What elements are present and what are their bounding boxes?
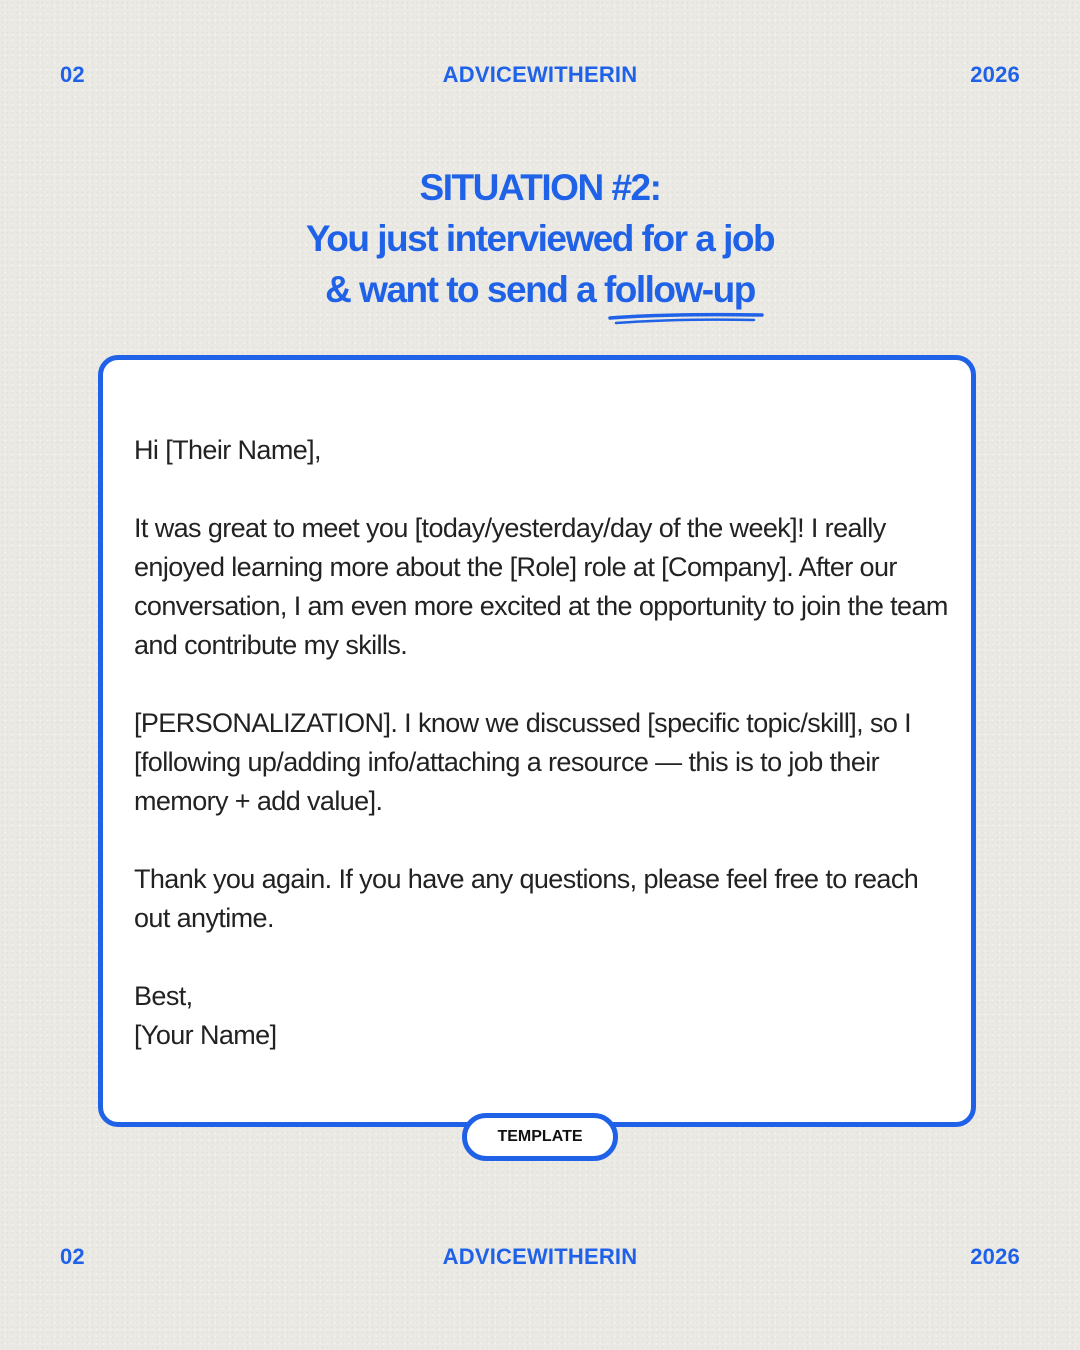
email-closing bbox=[134, 977, 949, 1055]
email-signoff: Best, bbox=[134, 981, 193, 1011]
email-signature: [Your Name] bbox=[134, 1020, 277, 1050]
headline-line-3-prefix: & want to send a bbox=[325, 269, 604, 310]
headline bbox=[0, 162, 1080, 315]
scribble-underline-icon bbox=[608, 309, 766, 327]
headline-highlight bbox=[604, 264, 755, 315]
footer-page-number: 02 bbox=[60, 1244, 85, 1269]
email-greeting: Hi [Their Name], bbox=[134, 435, 321, 465]
bottom-meta-bar bbox=[60, 1242, 1020, 1272]
year-label: 2026 bbox=[970, 62, 1020, 87]
template-badge: TEMPLATE bbox=[462, 1113, 618, 1161]
page-number: 02 bbox=[60, 62, 85, 87]
email-paragraph-1: It was great to meet you [today/yesterday/day of the week]! I really enjoyed learning more about the [Role] role at [Company]. After our conversation, I am even more excited at the opportunity to join the team and contribute my skills. bbox=[134, 513, 948, 660]
top-meta-bar bbox=[60, 60, 1020, 90]
headline-line-2: You just interviewed for a job bbox=[305, 218, 775, 259]
footer-brand-name: ADVICEWITHERIN bbox=[442, 1244, 638, 1269]
headline-situation: SITUATION #2: bbox=[419, 167, 661, 208]
footer-year-label: 2026 bbox=[970, 1244, 1020, 1269]
email-template-card bbox=[98, 355, 976, 1127]
email-paragraph-2: [PERSONALIZATION]. I know we discussed [specific topic/skill], so I [following up/adding info/attaching a resource — this is to job their memory + add value]. bbox=[134, 708, 912, 816]
headline-highlight-text: follow-up bbox=[603, 269, 755, 310]
brand-name: ADVICEWITHERIN bbox=[442, 62, 638, 87]
email-paragraph-3: Thank you again. If you have any questions, please feel free to reach out anytime. bbox=[134, 864, 919, 933]
email-body bbox=[134, 431, 949, 1055]
headline-line-3 bbox=[0, 264, 1080, 315]
